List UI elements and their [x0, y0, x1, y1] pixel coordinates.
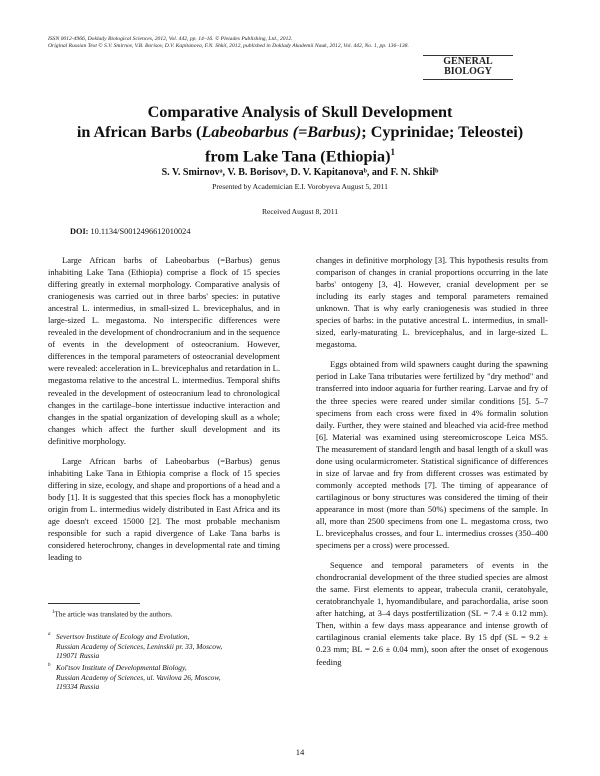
- journal-header-line: ISSN 0012-4966, Doklady Biological Sciences, 2012, Vol. 442, pp. 14–16. © Pleiades Publishing, Ltd., 2012.: [48, 36, 293, 42]
- author-list: S. V. Smirnovᵃ, V. B. Borisovᵃ, D. V. Kapitanovaᵇ, and F. N. Shkilᵇ: [161, 167, 439, 178]
- article-title: [40, 102, 560, 166]
- copyright-header-line: Original Russian Text © S.V. Smirnov, V.B. Borisov, D.V. Kapitanova, F.N. Shkil, 2012, published in Doklady Akademii Nauk, 2012, Vol. 442, No. 1, pp. 136–138.: [48, 43, 409, 49]
- paragraph: Large African barbs of Labeobarbus (=Barbus) genus inhabiting Lake Tana (Ethiopia) comprise a flock of 15 species differing greatly in external morphology. Comparative analysis of craniogenesis was carried out in three barbs' species: in putative ancestral L. intermedius, in small-sized L. brevicephalus, and in large-sized L. megastoma. No interspecific differences were revealed in the development of chondrocranium and in the sequence of events in the development of osteocranium. However, differences in the temporal parameters of osteocranial development were revealed: acceleration in L. brevicephalus and retardation in L. megastoma relative to the ancestral L. intermedius. Temporal shifts revealed in the development of osteocranium lead to chronological changes in the cartilage–bone intertissue inductive interaction and changes in the spatial organization of developing skull as a whole; changes which affect the further skull development and its definitive morphology.: [48, 255, 281, 446]
- section-rule-bottom: [423, 79, 513, 80]
- section-label: [423, 57, 513, 77]
- affiliation-b: b Kol'tsov Institute of Developmental Biology, Russian Academy of Sciences, ul. Vavilova 26, Moscow, 119334 Russia: [48, 663, 221, 692]
- section-rule-top: [423, 55, 513, 56]
- title-line2: in African Barbs (Labeobarbus (=Barbus); Cyprinidae; Teleostei): [76, 123, 524, 141]
- right-column: [316, 254, 548, 676]
- paragraph: Large African barbs of Labeobarbus (=Barbus) genus inhabiting Lake Tana in Ethiopia comprise a flock of 15 species differing in size, ecology, and shape and proportions of a head and a body [1]. It is suggested that this species flock has a monophyletic origin from L. intermedius widely distributed in East Africa and its age doesn't exceed 15000 [2]. The most probable mechanism responsible for such a rapid divergence of Lake Tana barbs is considered heterochrony, changes in developmental rate and timing leading to: [48, 455, 280, 563]
- affiliation-a: a Severtsov Institute of Ecology and Evolution, Russian Academy of Sciences, Leninskii pr. 33, Moscow, 119071 Russia: [48, 632, 223, 661]
- doi[interactable]: DOI: 10.1134/S0012496612010024: [70, 227, 191, 236]
- page-number: 14: [295, 747, 305, 757]
- title-line1: Comparative Analysis of Skull Development: [147, 103, 453, 121]
- presented-by: Presented by Academician E.I. Vorobyeva August 5, 2011: [212, 182, 388, 191]
- paragraph: changes in definitive morphology [3]. This hypothesis results from comparison of changes in cranial proportions occurring in the late barbs' ontogeny [3, 4]. However, cranial development per se including its early stages and temporal parameters remained unknown. That is why early craniogenesis was studied in three species of barbs: in the putative ancestral L. intermedius, in small-sized, early-maturating L. brevicephalus, and in large-sized L. megastoma.: [316, 255, 548, 350]
- section-label-line2: BIOLOGY: [444, 66, 492, 77]
- received-date: Received August 8, 2011: [261, 207, 339, 216]
- footnote: $^1$The article was translated by the authors.: [52, 610, 173, 619]
- paragraph: Sequence and temporal parameters of events in the chondrocranial development of the three studied species are almost the same. First elements to appear, trabecula cranii, ceratohyale, ceratobranchyale 1, hyomandibulare, and parachordalia, arise soon after hatching, at 3–4 days postfertilization (SL = 7.4 ± 0.12 mm). Then, within a few days mass appearance and intense growth of cartilaginous cranial elements take place. By 15 dpf (SL = 9.2 ± 0.23 mm; BL = 2.6 ± 0.04 mm), soon after the onset of exogenous feeding: [316, 560, 548, 667]
- title-line3: from Lake Tana (Ethiopia)$^1$: [205, 147, 395, 166]
- footnote-rule: [48, 603, 140, 604]
- paragraph: Eggs obtained from wild spawners caught during the spawning period in Lake Tana tributaries were fertilized by "dry method" and transferred into indoor aquaria for further rearing. Larvae and fry of the three species were reared under similar conditions [5]. 5–7 specimens from each cross were fixed in 4% formalin solution daily. Further, they were stained and bleached via acid-free method [6]. Material was examined using stereomicroscope Leica MS5. The measurement of standard length and basal length of a skull was done using ocularmicrometer. Statistical significance of differences in size of larvae and fry from different crosses was estimated by commonly accepted methods [7]. The timing of appearance of cartilaginous or bony structures was considered the timing of their appearance in most (more than 50%) specimens of the sample. In all, more than 2500 specimens from one L. megastoma cross, two L. brevicephalus crosses, and four L. intermedius crosses (350–400 specimens per a cross) were processed.: [316, 359, 548, 551]
- section-label-line1: GENERAL: [443, 56, 493, 67]
- left-column: [48, 254, 280, 571]
